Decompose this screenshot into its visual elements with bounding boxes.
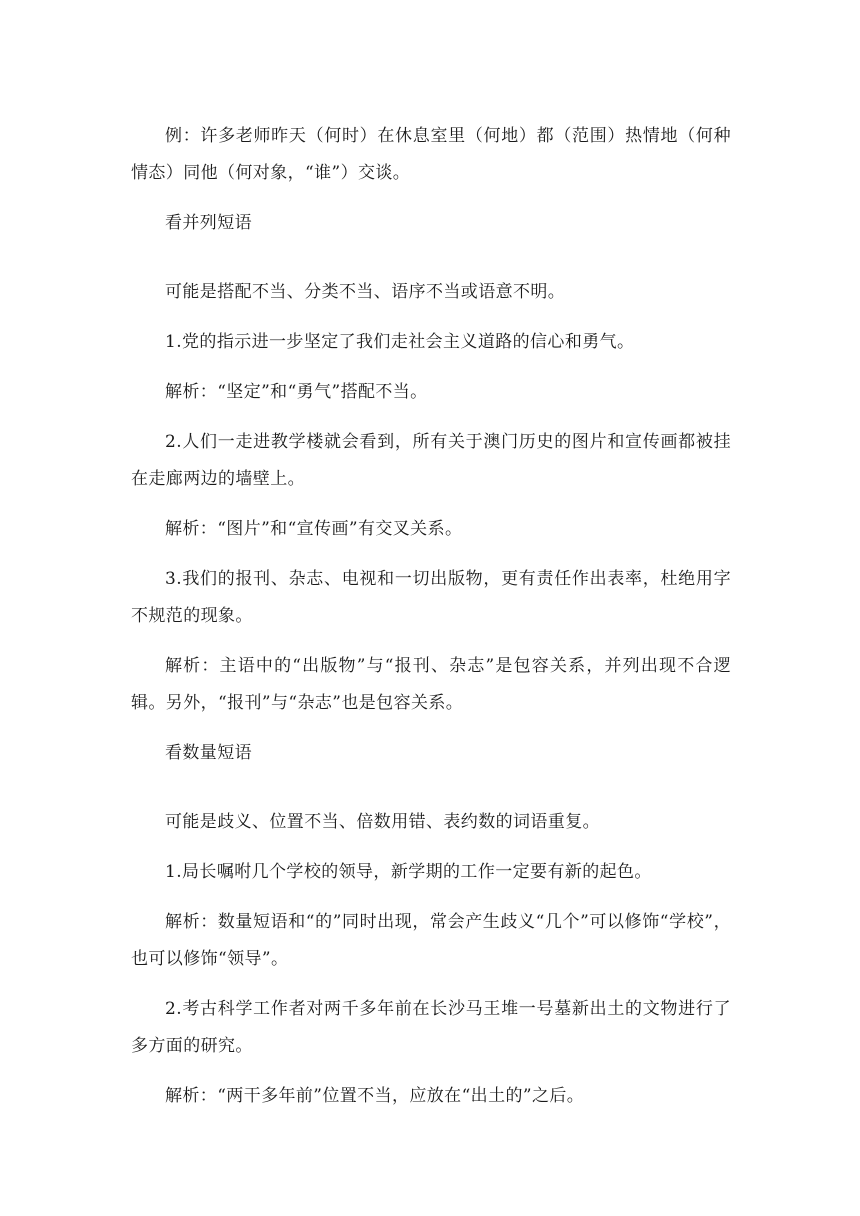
paragraph-quantity-example-2: 2.考古科学工作者对两千多年前在长沙马王堆一号墓新出土的文物进行了多方面的研究。 [131, 999, 731, 1056]
paragraph-quantity-analysis-1: 解析：数量短语和“的”同时出现，常会产生歧义“几个”可以修饰“学校”，也可以修饰“领导”。 [131, 912, 731, 969]
paragraph-analysis-2: 解析：“图片”和“宣传画”有交叉关系。 [165, 519, 463, 539]
paragraph-example-2: 2.人们一走进教学楼就会看到，所有关于澳门历史的图片和宣传画都被挂在走廊两边的墙壁上。 [131, 432, 731, 489]
paragraph-quantity-analysis-2: 解析：“两干多年前”位置不当，应放在“出土的”之后。 [165, 1086, 585, 1106]
section-heading-parallel-phrases: 看并列短语 [165, 213, 252, 233]
paragraph-quantity-example-1: 1.局长嘱咐几个学校的领导，新学期的工作一定要有新的起色。 [165, 862, 652, 882]
paragraph-example-1: 1.党的指示进一步坚定了我们走社会主义道路的信心和勇气。 [165, 332, 635, 352]
paragraph-parallel-intro: 可能是搭配不当、分类不当、语序不当或语意不明。 [165, 282, 566, 302]
paragraph-example-3: 3.我们的报刊、杂志、电视和一切出版物，更有责任作出表率，杜绝用字不规范的现象。 [131, 569, 731, 626]
paragraph-example: 例：许多老师昨天（何时）在休息室里（何地）都（范围）热情地（何种情态）同他（何对象，“谁”）交谈。 [131, 126, 731, 183]
paragraph-analysis-1: 解析：“坚定”和“勇气”搭配不当。 [165, 382, 428, 402]
section-heading-quantity-phrases: 看数量短语 [165, 743, 252, 763]
document-body [131, 118, 731, 1121]
paragraph-analysis-3: 解析：主语中的“出版物”与“报刊、杂志”是包容关系，并列出现不合逻辑。另外，“报刊”与“杂志”也是包容关系。 [131, 656, 731, 713]
paragraph-quantity-intro: 可能是歧义、位置不当、倍数用错、表约数的词语重复。 [165, 812, 600, 832]
